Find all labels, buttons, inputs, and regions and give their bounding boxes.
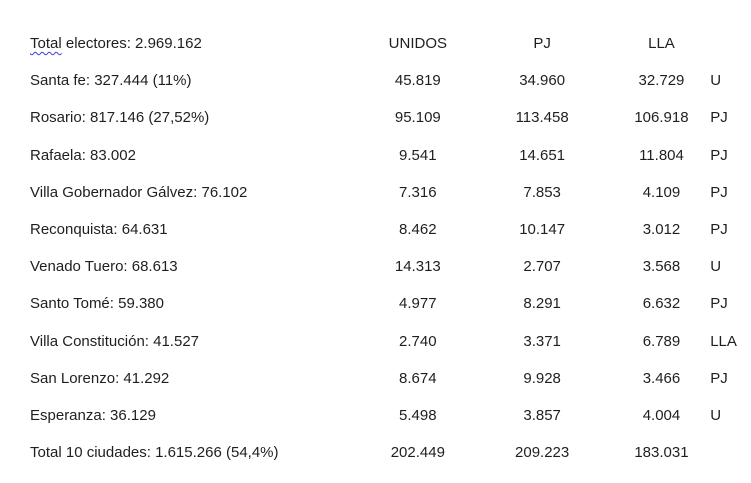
winner-cell: PJ [710,146,728,164]
pj-value: 9.928 [523,369,561,387]
table-row [0,174,751,211]
misspelled-word: Total [30,35,62,53]
unidos-total-value: 202.449 [390,444,445,462]
pj-value: 14.651 [519,146,566,164]
unidos-value: 14.313 [394,258,441,276]
city-cell: Santo Tomé: 59.380 [30,295,164,313]
lla-total-value: 183.031 [634,444,689,462]
winner-cell: U [710,406,722,424]
unidos-value: 8.462 [399,221,437,239]
pj-value: 8.291 [523,295,561,313]
winner-cell: U [710,258,722,276]
pj-value: 7.853 [523,183,561,201]
table-row [0,323,751,360]
table-total-row [0,434,751,471]
winner-cell: PJ [710,221,728,239]
winner-cell: PJ [710,183,728,201]
lla-value: 3.568 [642,258,681,276]
total-ciudades-cell: Total 10 ciudades: 1.615.266 (54,4%) [30,444,279,462]
city-cell: Reconquista: 64.631 [30,221,168,239]
winner-cell: U [710,72,722,90]
lla-value: 11.804 [639,146,684,164]
city-cell: Rafaela: 83.002 [30,146,136,164]
unidos-value: 2.740 [399,332,437,350]
winner-cell: LLA [710,332,737,350]
city-cell: Rosario: 817.146 (27,52%) [30,109,210,127]
pj-value: 3.371 [523,332,561,350]
table-row [0,99,751,136]
pj-value: 10.147 [519,221,566,239]
city-cell: Venado Tuero: 68.613 [30,258,178,276]
unidos-value: 8.674 [399,369,437,387]
lla-value: 4.109 [642,183,681,201]
pj-total-value: 209.223 [515,444,570,462]
column-header-pj: PJ [533,35,551,53]
city-cell: Santa fe: 327.444 (11%) [30,72,192,90]
table-row [0,360,751,397]
unidos-value: 5.498 [399,406,437,424]
table-row [0,285,751,322]
total-electores-rest: electores: 2.969.162 [61,35,202,53]
table-row [0,211,751,248]
city-cell: Villa Gobernador Gálvez: 76.102 [30,183,248,201]
total-electores-title [30,35,368,52]
table-row [0,62,751,99]
unidos-value: 7.316 [399,183,437,201]
unidos-value: 4.977 [399,295,437,313]
pj-value: 3.857 [523,406,561,424]
city-cell: Esperanza: 36.129 [30,406,156,424]
column-header-unidos: UNIDOS [388,35,447,53]
lla-value: 4.004 [642,406,681,424]
winner-cell: PJ [710,109,728,127]
lla-value: 3.012 [642,221,681,239]
unidos-value: 95.109 [394,109,441,127]
lla-value: 6.789 [642,332,681,350]
city-cell: Villa Constitución: 41.527 [30,332,199,350]
table-header-row [0,25,751,62]
table-row [0,248,751,285]
pj-value: 2.707 [523,258,561,276]
winner-cell: PJ [710,295,728,313]
lla-value: 106.918 [634,109,689,127]
pj-value: 34.960 [519,72,566,90]
winner-cell: PJ [710,369,728,387]
lla-value: 6.632 [642,295,681,313]
table-row [0,397,751,434]
table-row [0,137,751,174]
unidos-value: 45.819 [394,72,441,90]
city-cell: San Lorenzo: 41.292 [30,369,170,387]
unidos-value: 9.541 [399,146,437,164]
lla-value: 32.729 [638,72,685,90]
column-header-lla: LLA [648,35,675,53]
lla-value: 3.466 [642,369,681,387]
pj-value: 113.458 [515,109,569,127]
